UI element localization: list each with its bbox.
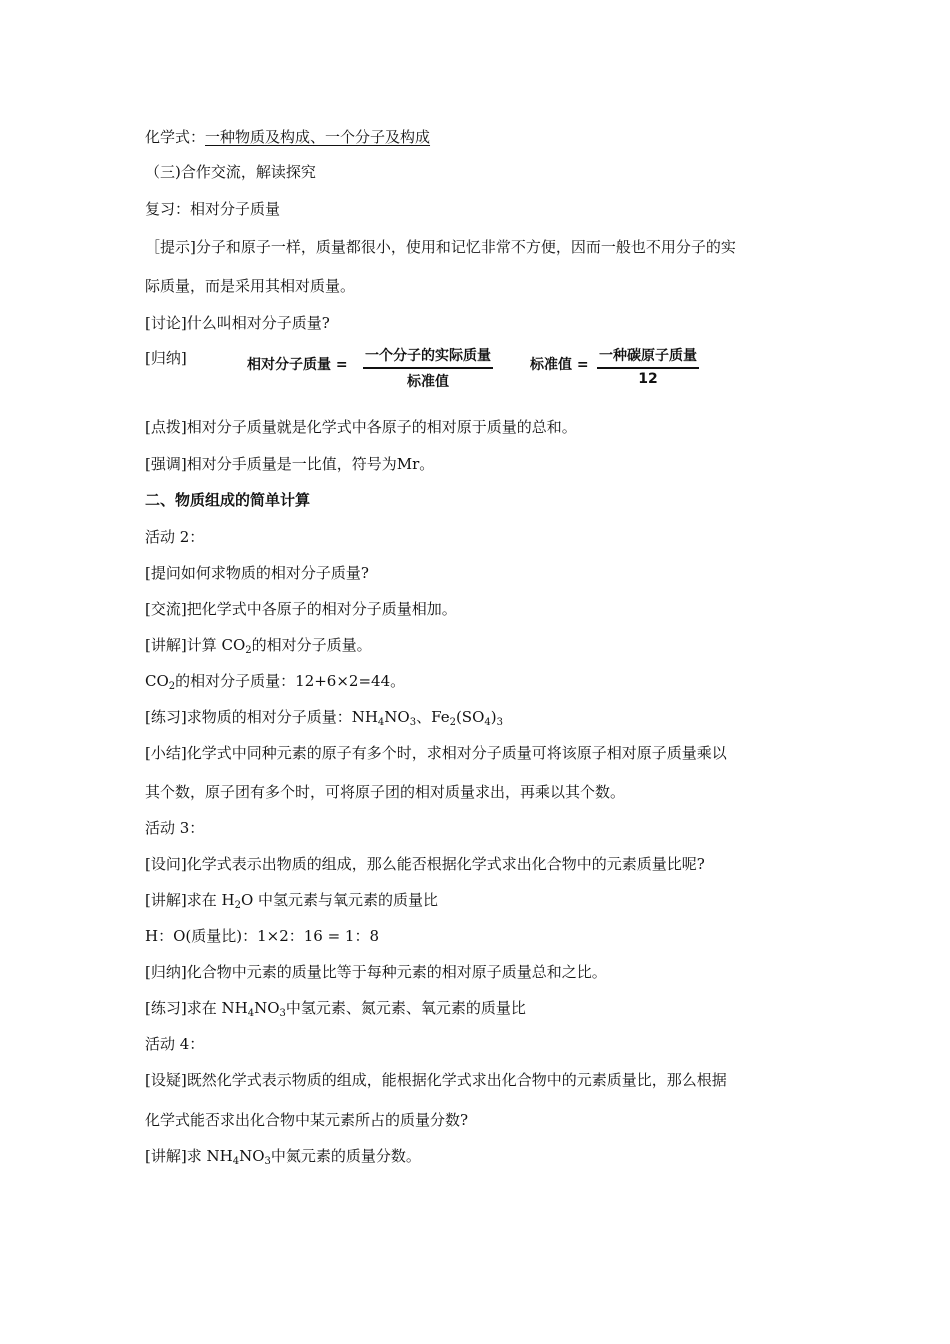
formula-fraction-1 (363, 345, 493, 391)
explain-nitrogen-line: [讲解]求 $NH_4NO_3$中氮元素的质量分数。 (145, 1147, 421, 1167)
activity-4-label: 活动 4： (145, 1035, 205, 1053)
hint-line-cont: 际质量，而是采用其相对质量。 (145, 277, 356, 295)
explain-co2-line: [讲解]计算 $CO_2$的相对分子质量。 (145, 636, 372, 656)
activity-2-label: 活动 2： (145, 528, 205, 546)
practice-line-2: [练习]求在 $NH_4NO_3$中氢元素、氮元素、氧元素的质量比 (145, 999, 526, 1019)
review-line: 复习：相对分子质量 (145, 200, 281, 218)
summary-ratio-line: [归纳]化合物中元素的质量比等于每种元素的相对原子质量总和之比。 (145, 963, 607, 981)
relative-molecular-mass-formula (245, 342, 725, 388)
activity-3-label: 活动 3： (145, 819, 205, 837)
formula-numerator-2: 一种碳原子质量 (597, 345, 699, 369)
formula-fraction-2 (597, 345, 699, 387)
mass-ratio-line: H：O(质量比)：1×2：16 = 1：8 (145, 927, 380, 945)
formula-lhs-1: 相对分子质量 = (247, 357, 348, 373)
line-chemical-formula: 化学式：一种物质及构成、一个分子及构成 (145, 128, 431, 146)
guidance-line: [点拨]相对分子质量就是化学式中各原子的相对原于质量的总和。 (145, 418, 577, 436)
formula-denominator-2: 12 (638, 371, 658, 387)
discussion-line: [讨论]什么叫相对分子质量? (145, 314, 330, 332)
doubt-line-cont: 化学式能否求出化合物中某元素所占的质量分数? (145, 1111, 469, 1129)
formula-denominator-1: 标准值 (407, 374, 449, 390)
exchange-line: [交流]把化学式中各原子的相对分子质量相加。 (145, 600, 457, 618)
formula-lhs-2: 标准值 = (530, 357, 589, 373)
hint-line: ［提示]分子和原子一样，质量都很小，使用和记忆非常不方便，因而一般也不用分子的实 (145, 238, 736, 256)
conclusion-line-cont: 其个数，原子团有多个时，可将原子团的相对质量求出，再乘以其个数。 (145, 783, 626, 801)
section-heading-3: （三)合作交流，解读探究 (145, 163, 316, 181)
section-heading-2: 二、物质组成的简单计算 (145, 491, 311, 509)
underlined-text: 一种物质及构成、一个分子及构成 (205, 128, 431, 146)
conclusion-line: [小结]化学式中同种元素的原子有多个时，求相对分子质量可将该原子相对原子质量乘以 (145, 744, 727, 762)
question-line: [提问如何求物质的相对分子质量? (145, 564, 369, 582)
summary-label: [归纳] (145, 349, 187, 367)
co2-calculation-line: $CO_2$的相对分子质量：12+6×2=44。 (145, 672, 406, 692)
formula-numerator-1: 一个分子的实际质量 (363, 345, 493, 369)
explain-h2o-line: [讲解]求在 $H_2O$ 中氢元素与氧元素的质量比 (145, 891, 439, 911)
doubt-line: [设疑]既然化学式表示物质的组成，能根据化学式求出化合物中的元素质量比，那么根据 (145, 1071, 727, 1089)
practice-line-1: [练习]求物质的相对分子质量：$NH_4NO_3$、$Fe_2(SO_4)_3$ (145, 708, 503, 728)
setup-question-line: [设问]化学式表示出物质的组成，那么能否根据化学式求出化合物中的元素质量比呢? (145, 855, 705, 873)
emphasis-line: [强调]相对分手质量是一比值，符号为Mr。 (145, 455, 435, 473)
